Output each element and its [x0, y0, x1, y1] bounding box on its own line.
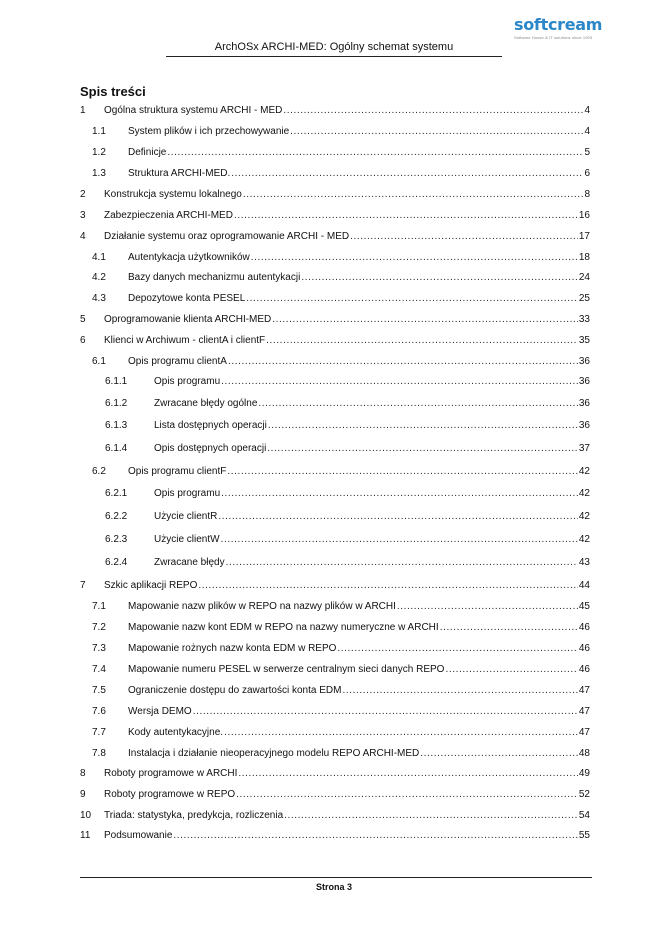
toc-entry-label: Klienci w Archiwum - clientA i clientF — [104, 335, 266, 346]
toc-entry-label: Opis dostępnych operacji — [154, 443, 267, 454]
toc-entry-label: Wersja DEMO — [128, 706, 192, 717]
toc-entry-page: 35 — [578, 335, 590, 346]
toc-entry-page: 42 — [578, 488, 590, 499]
toc-leader-dots — [445, 663, 577, 677]
toc-leader-dots — [397, 600, 578, 614]
toc-entry-label: Opis programu clientF — [128, 466, 227, 477]
toc-entry[interactable] — [80, 397, 590, 411]
toc-leader-dots — [266, 334, 578, 348]
toc-leader-dots — [221, 487, 578, 501]
toc-entry-page: 42 — [578, 466, 590, 477]
toc-leader-dots — [301, 271, 578, 285]
toc-entry-number: 7 — [80, 580, 86, 591]
toc-entry-page: 46 — [578, 643, 590, 654]
toc-leader-dots — [226, 556, 578, 570]
toc-entry[interactable] — [80, 705, 590, 719]
toc-entry[interactable] — [80, 788, 590, 802]
toc-entry[interactable] — [80, 334, 590, 348]
toc-entry[interactable] — [80, 104, 590, 118]
toc-leader-dots — [193, 705, 578, 719]
toc-entry[interactable] — [80, 767, 590, 781]
company-logo — [514, 15, 603, 40]
toc-entry-page: 36 — [578, 376, 590, 387]
toc-entry-label: Opis programu — [154, 488, 221, 499]
toc-entry[interactable] — [80, 292, 590, 306]
toc-entry[interactable] — [80, 271, 590, 285]
toc-entry-label: Mapowanie numeru PESEL w serwerze centralnym sieci danych REPO — [128, 664, 445, 675]
toc-entry-page: 47 — [578, 706, 590, 717]
toc-entry-number: 6 — [80, 335, 86, 346]
toc-heading: Spis treści — [80, 84, 146, 99]
toc-leader-dots — [218, 510, 578, 524]
toc-entry-number: 2 — [80, 189, 86, 200]
toc-entry-page: 17 — [578, 231, 590, 242]
toc-entry-number: 6.1.4 — [105, 443, 128, 454]
toc-entry-number: 4.1 — [92, 252, 106, 263]
toc-entry-number: 1.1 — [92, 126, 106, 137]
toc-entry[interactable] — [80, 442, 590, 456]
toc-leader-dots — [198, 579, 578, 593]
toc-entry-number: 10 — [80, 810, 92, 821]
toc-entry-label: Mapowanie nazw plików w REPO na nazwy plików w ARCHI — [128, 601, 396, 612]
toc-entry[interactable] — [80, 829, 590, 843]
toc-entry-label: Autentykacja użytkowników — [128, 252, 250, 263]
toc-entry-number: 1.2 — [92, 147, 106, 158]
toc-entry[interactable] — [80, 510, 590, 524]
toc-entry-number: 8 — [80, 768, 86, 779]
toc-entry-page: 18 — [578, 252, 590, 263]
toc-entry-page: 4 — [584, 126, 590, 137]
toc-leader-dots — [231, 167, 583, 181]
header-divider — [166, 56, 502, 57]
toc-entry-page: 46 — [578, 622, 590, 633]
toc-entry-number: 1 — [80, 105, 86, 116]
toc-entry-page: 45 — [578, 601, 590, 612]
toc-entry-label: Ograniczenie dostępu do zawartości konta EDM — [128, 685, 342, 696]
toc-leader-dots — [440, 621, 578, 635]
toc-entry-page: 54 — [578, 810, 590, 821]
toc-entry-label: System plików i ich przechowywanie — [128, 126, 290, 137]
toc-entry[interactable] — [80, 663, 590, 677]
toc-leader-dots — [272, 313, 578, 327]
toc-entry-number: 6.2 — [92, 466, 106, 477]
toc-entry[interactable] — [80, 465, 590, 479]
toc-entry[interactable] — [80, 621, 590, 635]
toc-leader-dots — [420, 747, 578, 761]
toc-entry-page: 36 — [578, 356, 590, 367]
toc-leader-dots — [224, 726, 578, 740]
toc-entry-number: 6.2.1 — [105, 488, 128, 499]
toc-entry-page: 37 — [578, 443, 590, 454]
toc-entry[interactable] — [80, 726, 590, 740]
toc-entry[interactable] — [80, 747, 590, 761]
toc-entry[interactable] — [80, 230, 590, 244]
toc-entry-number: 7.8 — [92, 748, 106, 759]
toc-entry-number: 4.2 — [92, 272, 106, 283]
toc-entry[interactable] — [80, 209, 590, 223]
toc-leader-dots — [234, 209, 578, 223]
toc-entry-number: 5 — [80, 314, 86, 325]
toc-entry-page: 16 — [578, 210, 590, 221]
toc-leader-dots — [221, 375, 578, 389]
toc-entry-number: 7.2 — [92, 622, 106, 633]
toc-entry-label: Szkic aplikacji REPO — [104, 580, 198, 591]
document-header-title: ArchOSx ARCHI-MED: Ogólny schemat systemu — [214, 41, 454, 53]
toc-entry-label: Opis programu clientA — [128, 356, 227, 367]
toc-leader-dots — [290, 125, 583, 139]
toc-entry-page: 43 — [578, 557, 590, 568]
toc-entry-label: Działanie systemu oraz oprogramowanie ARCHI - MED — [104, 231, 350, 242]
logo-tagline: Software House & IT solutions since 1993 — [514, 35, 593, 40]
toc-entry-number: 6.1.3 — [105, 420, 128, 431]
toc-entry-number: 6.2.4 — [105, 557, 128, 568]
toc-leader-dots — [167, 146, 583, 160]
toc-entry-label: Kody autentykacyjne. — [128, 727, 224, 738]
toc-entry-number: 4.3 — [92, 293, 106, 304]
toc-entry-label: Bazy danych mechanizmu autentykacji — [128, 272, 301, 283]
toc-entry-label: Lista dostępnych operacji — [154, 420, 267, 431]
toc-leader-dots — [284, 809, 578, 823]
toc-entry-page: 36 — [578, 420, 590, 431]
toc-entry-page: 42 — [578, 511, 590, 522]
toc-entry-number: 7.1 — [92, 601, 106, 612]
toc-entry-number: 9 — [80, 789, 86, 800]
toc-entry-label: Zwracane błędy ogólne — [154, 398, 258, 409]
toc-entry-page: 33 — [578, 314, 590, 325]
toc-entry[interactable] — [80, 146, 590, 160]
toc-entry[interactable] — [80, 188, 590, 202]
toc-leader-dots — [258, 397, 577, 411]
toc-entry-label: Zabezpieczenia ARCHI-MED — [104, 210, 233, 221]
toc-leader-dots — [236, 788, 578, 802]
toc-entry-page: 6 — [584, 168, 590, 179]
toc-entry[interactable] — [80, 487, 590, 501]
toc-entry[interactable] — [80, 375, 590, 389]
toc-entry-label: Mapowanie rożnych nazw konta EDM w REPO — [128, 643, 337, 654]
toc-entry-label: Mapowanie nazw kont EDM w REPO na nazwy numeryczne w ARCHI — [128, 622, 439, 633]
toc-entry-page: 42 — [578, 534, 590, 545]
toc-entry-label: Użycie clientW — [154, 534, 220, 545]
toc-entry-page: 48 — [578, 748, 590, 759]
toc-entry-label: Roboty programowe w ARCHI — [104, 768, 238, 779]
toc-entry-label: Konstrukcja systemu lokalnego — [104, 189, 242, 200]
toc-entry[interactable] — [80, 125, 590, 139]
toc-leader-dots — [221, 533, 578, 547]
toc-entry-label: Roboty programowe w REPO — [104, 789, 236, 800]
logo-cream: cream — [547, 15, 603, 34]
toc-entry-number: 6.1.2 — [105, 398, 128, 409]
toc-leader-dots — [283, 104, 583, 118]
toc-entry-number: 3 — [80, 210, 86, 221]
toc-entry-page: 46 — [578, 664, 590, 675]
toc-entry-page: 5 — [584, 147, 590, 158]
toc-entry-number: 7.3 — [92, 643, 106, 654]
toc-entry-page: 4 — [584, 105, 590, 116]
toc-entry-label: Opis programu — [154, 376, 221, 387]
toc-entry[interactable] — [80, 355, 590, 369]
toc-entry-label: Zwracane błędy — [154, 557, 225, 568]
toc-entry-label: Struktura ARCHI-MED. — [128, 168, 231, 179]
toc-entry-label: Użycie clientR — [154, 511, 218, 522]
toc-leader-dots — [243, 188, 584, 202]
toc-entry[interactable] — [80, 642, 590, 656]
toc-entry[interactable] — [80, 419, 590, 433]
toc-entry-page: 44 — [578, 580, 590, 591]
toc-entry[interactable] — [80, 684, 590, 698]
toc-entry-number: 6.2.3 — [105, 534, 128, 545]
toc-entry-label: Depozytowe konta PESEL — [128, 293, 246, 304]
toc-entry-number: 6.1 — [92, 356, 106, 367]
toc-leader-dots — [342, 684, 577, 698]
toc-entry-page: 47 — [578, 727, 590, 738]
toc-entry-page: 55 — [578, 830, 590, 841]
toc-leader-dots — [228, 355, 578, 369]
toc-entry-label: Triada: statystyka, predykcja, rozliczenia — [104, 810, 284, 821]
toc-leader-dots — [350, 230, 578, 244]
toc-entry[interactable] — [80, 600, 590, 614]
toc-entry[interactable] — [80, 809, 590, 823]
toc-entry-number: 11 — [80, 830, 91, 841]
toc-entry-number: 7.5 — [92, 685, 106, 696]
toc-entry-number: 6.2.2 — [105, 511, 128, 522]
page-number: Strona 3 — [315, 882, 352, 892]
toc-entry-page: 25 — [578, 293, 590, 304]
toc-entry-number: 1.3 — [92, 168, 106, 179]
toc-entry[interactable] — [80, 167, 590, 181]
toc-leader-dots — [267, 442, 578, 456]
toc-entry-page: 24 — [578, 272, 590, 283]
toc-leader-dots — [337, 642, 577, 656]
toc-entry-number: 7.6 — [92, 706, 106, 717]
toc-entry[interactable] — [80, 533, 590, 547]
toc-entry-number: 7.4 — [92, 664, 106, 675]
toc-leader-dots — [268, 419, 578, 433]
toc-leader-dots — [227, 465, 578, 479]
logo-wordmark — [514, 15, 603, 34]
toc-leader-dots — [246, 292, 578, 306]
toc-entry[interactable] — [80, 313, 590, 327]
toc-entry-label: Definicje — [128, 147, 167, 158]
toc-entry[interactable] — [80, 556, 590, 570]
toc-entry-page: 49 — [578, 768, 590, 779]
toc-leader-dots — [238, 767, 577, 781]
toc-entry-page: 36 — [578, 398, 590, 409]
toc-entry-label: Oprogramowanie klienta ARCHI-MED — [104, 314, 272, 325]
toc-entry-label: Instalacja i działanie nieoperacyjnego modelu REPO ARCHI-MED — [128, 748, 420, 759]
toc-entry-page: 8 — [584, 189, 590, 200]
logo-soft: soft — [514, 15, 548, 34]
toc-entry-number: 4 — [80, 231, 86, 242]
toc-leader-dots — [251, 251, 578, 265]
toc-entry-number: 6.1.1 — [105, 376, 128, 387]
toc-entry-page: 52 — [578, 789, 590, 800]
toc-entry-label: Podsumowanie — [104, 830, 173, 841]
toc-entry-number: 7.7 — [92, 727, 106, 738]
toc-entry[interactable] — [80, 251, 590, 265]
toc-leader-dots — [173, 829, 578, 843]
toc-entry-label: Ogólna struktura systemu ARCHI - MED — [104, 105, 283, 116]
footer-divider — [80, 877, 592, 878]
toc-entry-page: 47 — [578, 685, 590, 696]
toc-entry[interactable] — [80, 579, 590, 593]
